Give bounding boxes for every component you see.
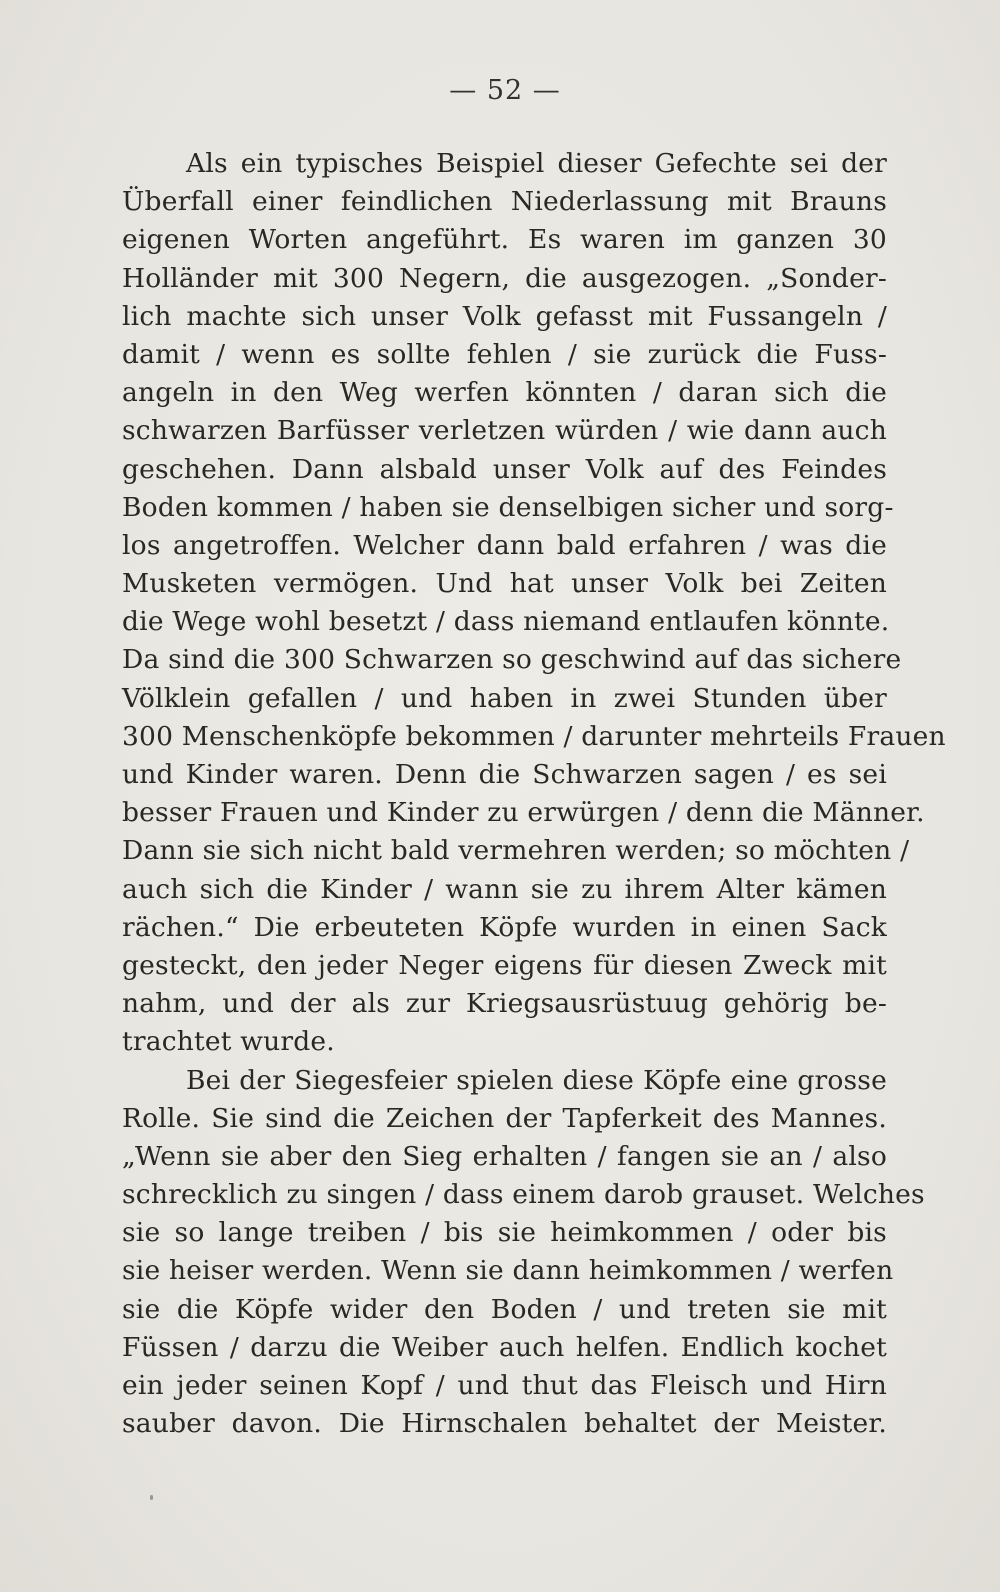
- text-line: „Wenn sie aber den Sieg erhalten / fangen sie an / also: [122, 1140, 887, 1172]
- text-line: die Wege wohl besetzt / dass niemand entlaufen könnte.: [122, 606, 890, 638]
- text-line: trachtet wurde.: [122, 1026, 335, 1058]
- text-line: lich machte sich unser Volk gefasst mit Fussangeln /: [122, 300, 887, 332]
- text-line: Bei der Siegesfeier spielen diese Köpfe eine grosse: [186, 1064, 887, 1096]
- text-line: Holländer mit 300 Negern, die ausgezogen. „Sonder-: [122, 262, 887, 294]
- page-number: — 52 —: [449, 75, 561, 106]
- text-line: nahm, und der als zur Kriegsausrüstuug gehörig be-: [122, 988, 887, 1020]
- text-line: Musketen vermögen. Und hat unser Volk bei Zeiten: [122, 568, 887, 600]
- text-line: sie die Köpfe wider den Boden / und treten sie mit: [122, 1293, 887, 1325]
- text-line: los angetroffen. Welcher dann bald erfahren / was die: [122, 529, 887, 561]
- text-line: und Kinder waren. Denn die Schwarzen sagen / es sei: [122, 759, 887, 790]
- text-line: ein jeder seinen Kopf / und thut das Fleisch und Hirn: [122, 1370, 887, 1401]
- text-line: gesteckt, den jeder Neger eigens für diesen Zweck mit: [122, 949, 887, 981]
- text-line: damit / wenn es sollte fehlen / sie zurück die Fuss-: [122, 338, 887, 370]
- text-line: 300 Menschenköpfe bekommen / darunter mehrteils Frauen: [122, 720, 946, 752]
- text-line: angeln in den Weg werfen könnten / daran sich die: [122, 377, 887, 409]
- text-line: Überfall einer feindlichen Niederlassung mit Brauns: [122, 186, 887, 218]
- text-line: Als ein typisches Beispiel dieser Gefechte sei der: [186, 148, 887, 179]
- text-line: schrecklich zu singen / dass einem darob grauset. Welches: [122, 1179, 925, 1211]
- text-line: geschehen. Dann alsbald unser Volk auf des Feindes: [122, 453, 887, 485]
- text-line: besser Frauen und Kinder zu erwürgen / denn die Männer.: [122, 797, 925, 829]
- text-line: Boden kommen / haben sie denselbigen sicher und sorg-: [122, 491, 894, 523]
- body-text: [122, 145, 946, 1443]
- text-line: sauber davon. Die Hirnschalen behaltet der Meister.: [122, 1408, 887, 1440]
- text-line: Rolle. Sie sind die Zeichen der Tapferkeit des Mannes.: [122, 1102, 887, 1134]
- text-line: Füssen / darzu die Weiber auch helfen. Endlich kochet: [122, 1331, 887, 1363]
- text-line: Völklein gefallen / und haben in zwei Stunden über: [122, 682, 887, 714]
- text-line: eigenen Worten angeführt. Es waren im ganzen 30: [122, 224, 887, 256]
- text-line: sie heiser werden. Wenn sie dann heimkommen / werfen: [122, 1255, 894, 1287]
- text-line: Dann sie sich nicht bald vermehren werden; so möchten /: [122, 835, 910, 867]
- text-line: auch sich die Kinder / wann sie zu ihrem Alter kämen: [122, 873, 887, 905]
- text-line: sie so lange treiben / bis sie heimkommen / oder bis: [122, 1217, 887, 1249]
- paper-speck: [150, 1495, 153, 1500]
- text-line: Da sind die 300 Schwarzen so geschwind auf das sichere: [122, 644, 902, 676]
- text-line: rächen.“ Die erbeuteten Köpfe wurden in einen Sack: [122, 911, 887, 943]
- text-line: schwarzen Barfüsser verletzen würden / wie dann auch: [122, 415, 887, 447]
